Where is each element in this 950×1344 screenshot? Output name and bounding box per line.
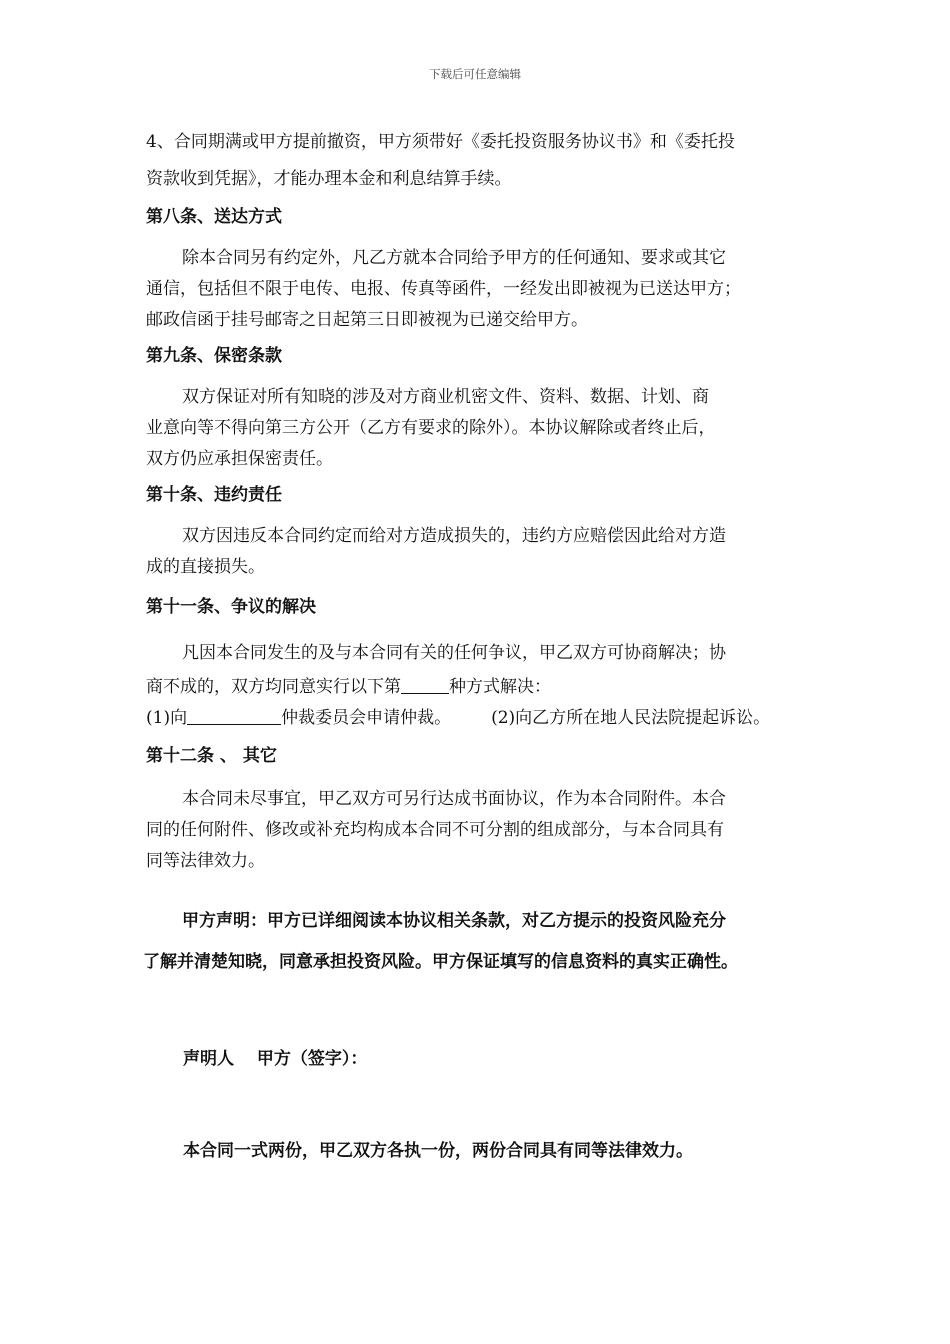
clause-8-line: 除本合同另有约定外，凡乙方就本合同给予甲方的任何通知、要求或其它 [182,248,726,268]
declaration-line: 甲方声明：甲方已详细阅读本协议相关条款，对乙方提示的投资风险充分 [182,911,726,931]
clause-12 [146,742,818,877]
document-body [143,124,818,1165]
declaration-line: 了解并清楚知晓，同意承担投资风险。甲方保证填写的信息资料的真实正确性。 [143,952,738,972]
clause-9-line: 双方保证对所有知晓的涉及对方商业机密文件、资料、数据、计划、商 [182,387,709,407]
clause-11-options [146,703,818,734]
clause-12-title: 第十二条 、 其它 [146,746,277,766]
clause-9 [146,342,818,475]
option-1-suffix: 仲裁委员会申请仲裁。 [281,708,452,728]
clause-8-title: 第八条、送达方式 [146,207,282,227]
clause-10-line: 成的直接损失。 [146,557,265,577]
clause-9-line: 双方仍应承担保密责任。 [146,449,333,469]
clause-12-line: 同等法律效力。 [146,851,265,871]
clause-11-line [146,672,818,703]
page-header: 下载后可任意编辑 [429,67,521,81]
clause-11-choice-suffix: 种方式解决： [449,677,551,697]
method-number-blank[interactable] [401,677,449,694]
clause-11 [146,593,818,734]
closing-statement: 本合同一式两份，甲乙双方各执一份，两份合同具有同等法律效力。 [183,1141,693,1161]
signature-label: 声明人 甲方（签字）： [183,1049,368,1069]
clause-11-choice-prefix: 商不成的，双方均同意实行以下第 [146,677,401,697]
clause-12-line: 本合同未尽事宜，甲乙双方可另行达成书面协议，作为本合同附件。本合 [182,789,726,809]
clause-12-line: 同的任何附件、修改或补充均构成本合同不可分割的组成部分，与本合同具有 [146,820,724,840]
clause-11-line: 凡因本合同发生的及与本合同有关的任何争议，甲乙双方可协商解决；协 [182,643,726,663]
clause-9-line: 业意向等不得向第三方公开（乙方有要求的除外）。本协议解除或者终止后， [146,418,716,438]
clause-10 [146,481,818,583]
clause-10-line: 双方因违反本合同约定而给对方造成损失的，违约方应赔偿因此给对方造 [182,526,726,546]
clause-7-item-4-line: 4、合同期满或甲方提前撤资，甲方须带好《委托投资服务协议书》和《委托投 [146,132,735,152]
clause-8 [146,203,818,336]
clause-10-title: 第十条、违约责任 [146,485,282,505]
clause-9-title: 第九条、保密条款 [146,346,282,366]
option-1-prefix: (1)向 [146,708,188,728]
clause-7-item-4-line: 资款收到凭据》，才能办理本金和利息结算手续。 [146,169,512,189]
clause-8-line: 通信，包括但不限于电传、电报、传真等函件，一经发出即被视为已送达甲方； [146,279,741,299]
clause-7-item-4 [146,124,818,198]
arbitration-committee-blank[interactable] [187,708,281,725]
clause-11-title: 第十一条、争议的解决 [146,597,316,617]
option-2: (2)向乙方所在地人民法院提起诉讼。 [491,708,771,728]
party-a-declaration [143,901,818,983]
clause-8-line: 邮政信函于挂号邮寄之日起第三日即被视为已递交给甲方。 [146,310,588,330]
